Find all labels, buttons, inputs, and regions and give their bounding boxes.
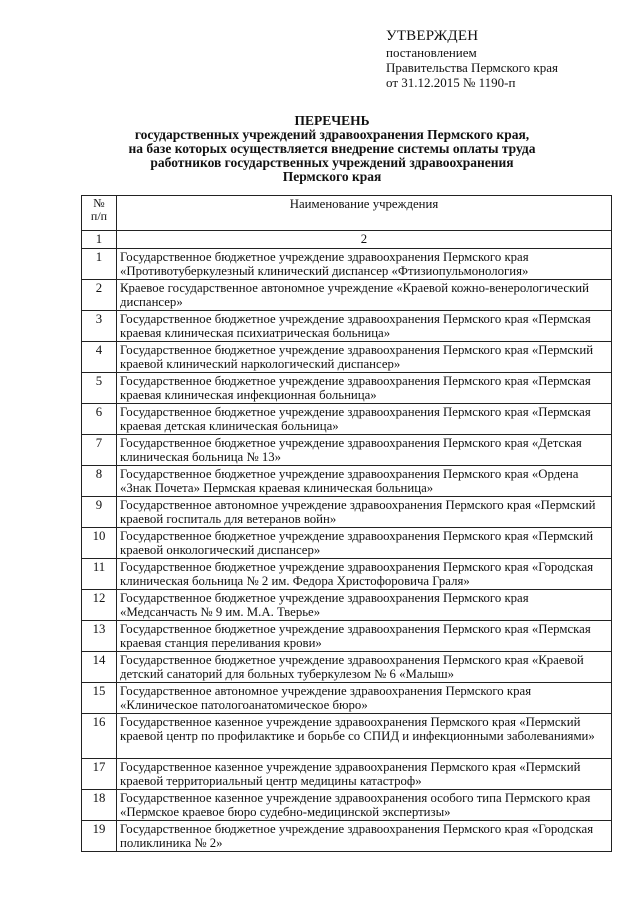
row-institution-name: Государственное казенное учреждение здравоохранения Пермского края «Пермский краевой территориальный центр медицины катастроф» (117, 759, 612, 790)
row-institution-name: Государственное бюджетное учреждение здравоохранения Пермского края «Детская клиническая больница № 13» (117, 435, 612, 466)
approval-block (386, 28, 558, 90)
row-number: 10 (82, 528, 117, 559)
row-institution-name: Государственное бюджетное учреждение здравоохранения Пермского края «Медсанчасть № 9 им. М.А. Тверье» (117, 590, 612, 621)
institutions-table (81, 195, 612, 852)
table-row (82, 404, 612, 435)
row-number: 2 (82, 280, 117, 311)
row-number: 13 (82, 621, 117, 652)
header-number-symbol: № (93, 196, 105, 210)
table-row (82, 249, 612, 280)
header-name: Наименование учреждения (117, 196, 612, 231)
title-line: Пермского края (282, 169, 382, 184)
title-line: работников государственных учреждений здравоохранения (150, 155, 514, 170)
row-institution-name: Государственное казенное учреждение здравоохранения Пермского края «Пермский краевой центр по профилактике и борьбе со СПИД и инфекционными заболеваниями» (117, 714, 612, 759)
row-number: 12 (82, 590, 117, 621)
row-number: 16 (82, 714, 117, 759)
approval-line: Правительства Пермского края (386, 60, 558, 75)
row-number: 9 (82, 497, 117, 528)
row-institution-name: Государственное автономное учреждение здравоохранения Пермского края «Клиническое патологоанатомическое бюро» (117, 683, 612, 714)
row-number: 19 (82, 821, 117, 852)
table-row (82, 714, 612, 759)
row-number: 18 (82, 790, 117, 821)
title-line: на базе которых осуществляется внедрение системы оплаты труда (128, 141, 536, 156)
table-row (82, 683, 612, 714)
row-number: 17 (82, 759, 117, 790)
row-number: 15 (82, 683, 117, 714)
approval-line: постановлением (386, 45, 477, 60)
row-institution-name: Государственное бюджетное учреждение здравоохранения Пермского края «Пермская краевая станция переливания крови» (117, 621, 612, 652)
row-number: 3 (82, 311, 117, 342)
table-body (82, 249, 612, 852)
row-institution-name: Государственное бюджетное учреждение здравоохранения Пермского края «Пермская краевая клиническая психиатрическая больница» (117, 311, 612, 342)
table-header-row (82, 196, 612, 231)
row-number: 6 (82, 404, 117, 435)
row-institution-name: Государственное бюджетное учреждение здравоохранения Пермского края «Противотуберкулезный клинический диспансер «Фтизиопульмонология» (117, 249, 612, 280)
row-number: 4 (82, 342, 117, 373)
title-heading: ПЕРЕЧЕНЬ (294, 113, 370, 128)
table-row (82, 435, 612, 466)
row-institution-name: Государственное бюджетное учреждение здравоохранения Пермского края «Городская клиническая больница № 2 им. Федора Христофоровича Граля» (117, 559, 612, 590)
approval-line: от 31.12.2015 № 1190-п (386, 75, 516, 90)
title-line: государственных учреждений здравоохранения Пермского края, (134, 127, 530, 142)
row-number: 5 (82, 373, 117, 404)
approval-heading: УТВЕРЖДЕН (386, 28, 479, 44)
row-number: 1 (82, 249, 117, 280)
row-institution-name: Государственное бюджетное учреждение здравоохранения Пермского края «Городская поликлиника № 2» (117, 821, 612, 852)
table-row (82, 342, 612, 373)
table-row (82, 652, 612, 683)
table-row (82, 466, 612, 497)
row-institution-name: Государственное бюджетное учреждение здравоохранения Пермского края «Пермская краевая детская клиническая больница» (117, 404, 612, 435)
table-row (82, 821, 612, 852)
table-row (82, 528, 612, 559)
table-row (82, 497, 612, 528)
row-institution-name: Государственное бюджетное учреждение здравоохранения Пермского края «Пермский краевой клинический наркологический диспансер» (117, 342, 612, 373)
table-row (82, 621, 612, 652)
table-row (82, 790, 612, 821)
row-institution-name: Государственное бюджетное учреждение здравоохранения Пермского края «Пермский краевой онкологический диспансер» (117, 528, 612, 559)
row-number: 14 (82, 652, 117, 683)
row-number: 8 (82, 466, 117, 497)
header-number (82, 196, 117, 231)
table-row (82, 590, 612, 621)
row-institution-name: Краевое государственное автономное учреждение «Краевой кожно-венерологический диспансер» (117, 280, 612, 311)
row-institution-name: Государственное бюджетное учреждение здравоохранения Пермского края «Пермская краевая клиническая инфекционная больница» (117, 373, 612, 404)
table-row (82, 311, 612, 342)
table-row (82, 373, 612, 404)
header-number-label: п/п (90, 209, 108, 223)
row-institution-name: Государственное бюджетное учреждение здравоохранения Пермского края «Краевой детский санаторий для больных туберкулезом № 6 «Малыш» (117, 652, 612, 683)
column-number-2: 2 (117, 231, 612, 249)
row-number: 7 (82, 435, 117, 466)
table-row (82, 559, 612, 590)
table-row (82, 759, 612, 790)
document-title (92, 114, 572, 184)
column-number-row (82, 231, 612, 249)
column-number-1: 1 (82, 231, 117, 249)
row-institution-name: Государственное автономное учреждение здравоохранения Пермского края «Пермский краевой госпиталь для ветеранов войн» (117, 497, 612, 528)
row-institution-name: Государственное казенное учреждение здравоохранения особого типа Пермского края «Пермское краевое бюро судебно-медицинской экспертизы» (117, 790, 612, 821)
table-row (82, 280, 612, 311)
row-number: 11 (82, 559, 117, 590)
row-institution-name: Государственное бюджетное учреждение здравоохранения Пермского края «Ордена «Знак Почета» Пермская краевая клиническая больница» (117, 466, 612, 497)
